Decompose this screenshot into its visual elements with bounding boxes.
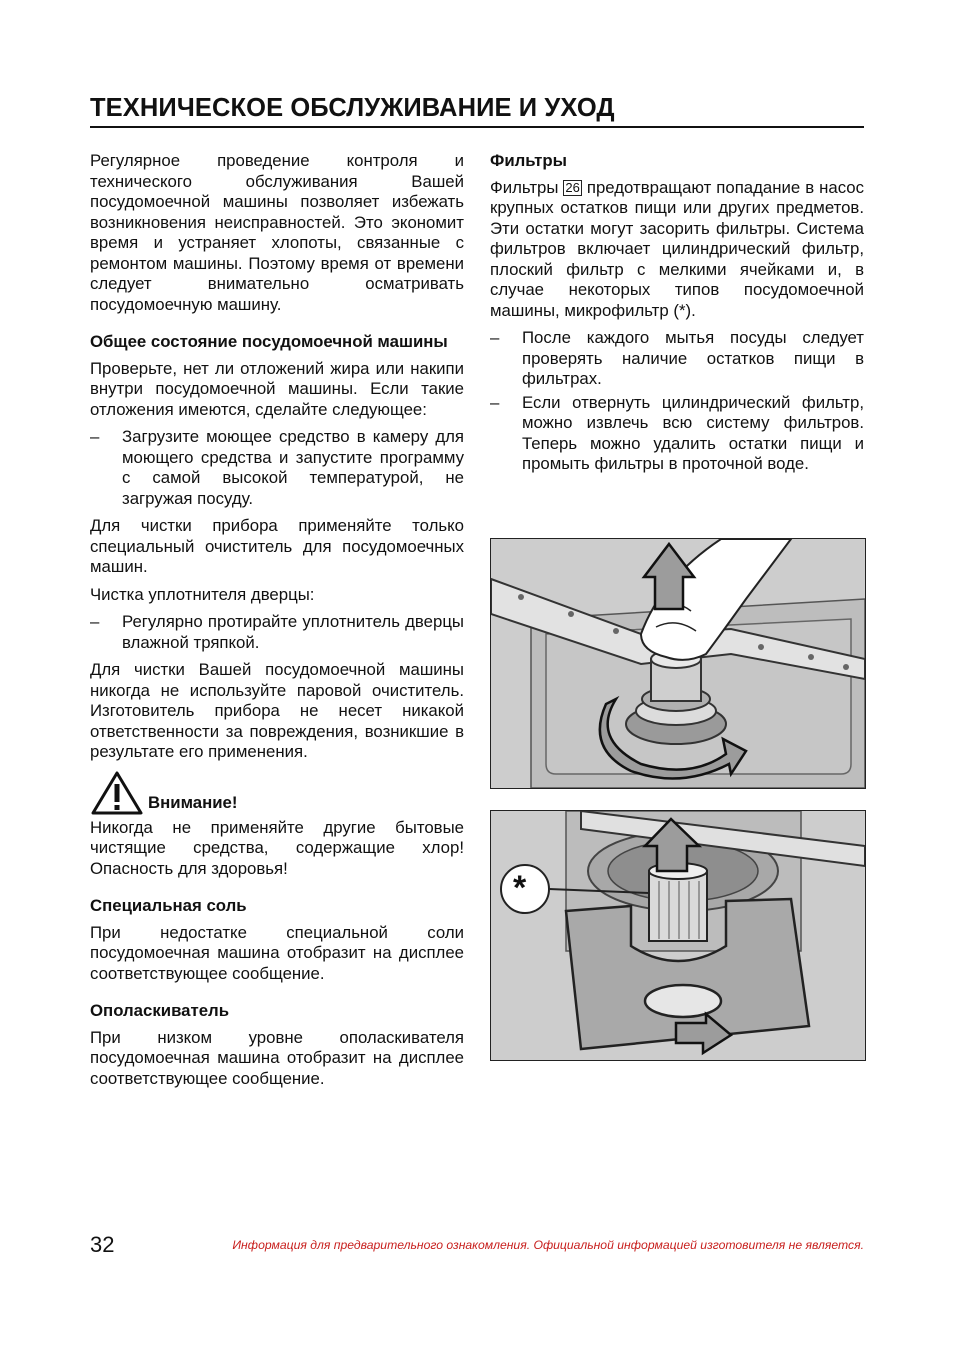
general-condition-heading: Общее состояние посудомоечной машины (90, 332, 448, 351)
filter-system-illustration (490, 810, 866, 1061)
special-salt-heading: Специальная соль (90, 896, 247, 915)
general-paragraph-2: Для чистки прибора применяйте только специальный очиститель для посудомоечных машин. (90, 516, 464, 576)
page-number: 32 (90, 1232, 115, 1257)
footer-disclaimer: Информация для предварительного ознакомления. Официальной информацией изготовителя не является. (232, 1238, 864, 1252)
special-salt-text: При недостатке специальной соли посудомоечная машина отобразит на дисплее соответствующее сообщение. (90, 922, 464, 983)
rinse-aid-heading: Ополаскиватель (90, 1001, 230, 1020)
general-paragraph-1: Проверьте, нет ли отложений жира или накипи внутри посудомоечной машины. Если такие отложения имеются, сделайте следующее: (90, 358, 464, 419)
dash-bullet: – (90, 612, 100, 631)
list-item: – Регулярно протирайте уплотнитель дверцы влажной тряпкой. (90, 612, 464, 652)
microfilter-marker: * (513, 869, 527, 907)
page-title: ТЕХНИЧЕСКОЕ ОБСЛУЖИВАНИЕ И УХОД (90, 92, 864, 128)
warning-label: Внимание! (148, 793, 238, 812)
filters-heading: Фильтры (490, 151, 567, 170)
general-paragraph-3: Чистка уплотнителя дверцы: (90, 584, 315, 604)
figure-reference: 26 (565, 179, 580, 195)
warning-triangle-icon (90, 770, 144, 816)
general-list-2 (90, 612, 464, 653)
filters-list (490, 328, 864, 475)
filter-unscrew-illustration-icon (491, 539, 865, 788)
general-list-1 (90, 427, 464, 509)
intro-paragraph: Регулярное проведение контроля и технического обслуживания Вашей посудомоечной машины позволяет избежать возникновения неисправностей. Это экономит время и устраняет хлопоты, связанные с ремонтом машины. Поэтому время от времени следует внимательно осматривать посудомоечную машину. (90, 151, 464, 314)
filter-removal-illustration (490, 538, 866, 789)
dash-bullet: – (490, 392, 500, 412)
rinse-aid-text: При низком уровне ополаскивателя посудомоечная машина отобразит на дисплее соответствующее сообщение. (90, 1027, 464, 1088)
dash-bullet: – (90, 427, 100, 446)
list-item: – После каждого мытья посуды следует проверять наличие остатков пищи в фильтрах. (490, 328, 864, 388)
dash-bullet: – (490, 328, 500, 347)
list-item: – Если отвернуть цилиндрический фильтр, можно извлечь всю систему фильтров. Теперь можно удалить остатки пищи и промыть фильтры в проточной воде. (490, 392, 864, 473)
left-column (90, 151, 464, 1096)
general-paragraph-4: Для чистки Вашей посудомоечной машины никогда не используйте паровой очиститель. Изготовитель прибора не несет никакой ответственности за повреждения, возникшие в результате его применения. (90, 660, 464, 761)
filter-system-illustration-icon (491, 811, 865, 1060)
list-item: – Загрузите моющее средство в камеру для моющего средства и запустите программу с самой высокой температурой, не загружая посуду. (90, 427, 464, 508)
warning-block (90, 770, 464, 816)
right-column (490, 151, 864, 482)
warning-text: Никогда не применяйте другие бытовые чистящие средства, содержащие хлор! Опасность для здоровья! (90, 817, 464, 878)
filters-paragraph: Фильтры 26 предотвращают попадание в насос крупных остатков пищи или других предметов. Эти остатки могут засорить фильтры. Система фильтров включает цилиндрический фильтр, плоский фильтр с мелкими ячейками и, в случае некоторых типов посудомоечной машины, микрофильтр (*). (490, 177, 864, 320)
